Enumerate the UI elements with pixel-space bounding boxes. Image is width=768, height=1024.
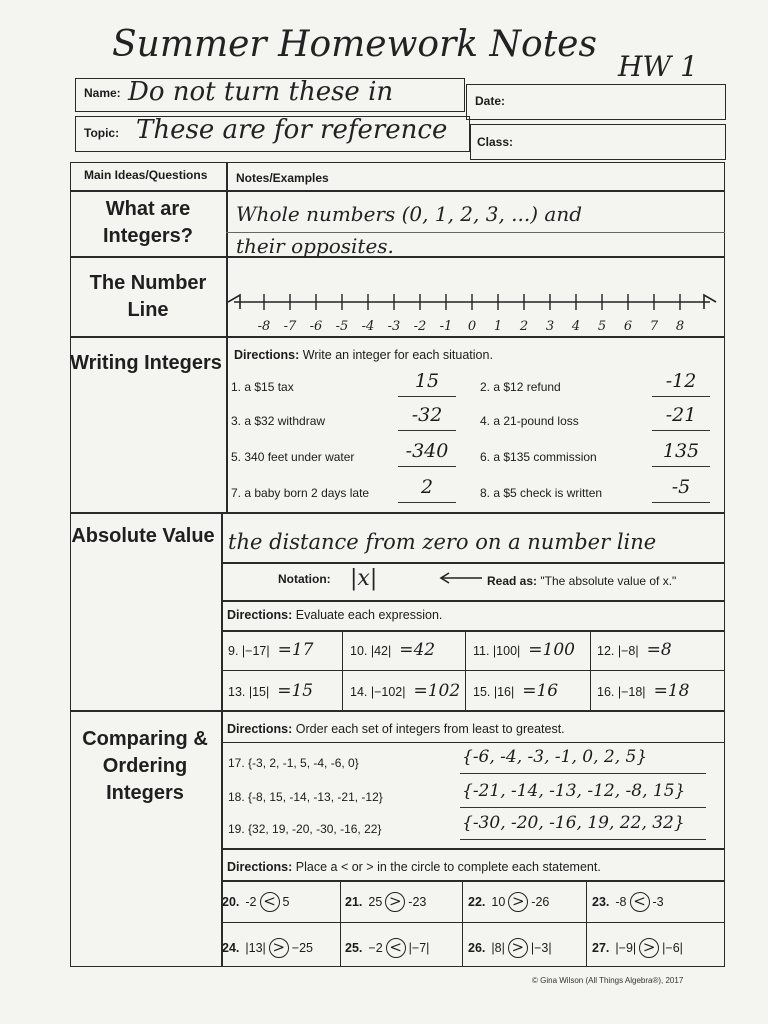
main-ideas-header: Main Ideas/Questions (84, 168, 208, 182)
compare-circle[interactable]: > (385, 892, 405, 912)
name-value: Do not turn these in (128, 77, 394, 107)
answer-line (652, 430, 710, 431)
absolute-cell[interactable] (473, 640, 575, 660)
topic-field[interactable] (75, 116, 470, 152)
topic-value: These are for reference (136, 115, 448, 145)
section-divider (70, 336, 725, 338)
writing-answer[interactable]: -32 (411, 404, 443, 426)
number-line-label: -2 (413, 319, 427, 334)
section-divider (221, 600, 725, 602)
absolute-answer: =18 (653, 681, 690, 701)
writing-question: 8. a $5 check is written (480, 486, 603, 500)
answer-line (398, 396, 456, 397)
absolute-question: 11. |100| (473, 644, 521, 658)
number-line-label: -7 (283, 319, 297, 334)
compare-left: |−9| (615, 941, 637, 955)
answer-line (460, 839, 706, 840)
hw-tag: HW 1 (618, 50, 698, 83)
compare-cell[interactable] (345, 938, 429, 958)
number-line-label: -5 (335, 319, 349, 334)
integers-line-2: their opposites. (236, 234, 394, 258)
compare-cell[interactable] (222, 892, 289, 912)
absolute-directions (227, 608, 442, 622)
number-line-heading: The Number Line (89, 272, 207, 321)
compare-left: -2 (245, 895, 257, 909)
comparing-directions (227, 722, 565, 736)
compare-left: -8 (615, 895, 627, 909)
compare-cell[interactable] (592, 938, 683, 958)
comparing-heading: Comparing & Ordering Integers (82, 728, 208, 804)
absolute-cell[interactable] (350, 640, 435, 660)
date-field[interactable] (466, 84, 726, 120)
absolute-answer: =17 (277, 640, 314, 660)
number-line-label: -3 (387, 319, 401, 334)
section-divider (221, 922, 725, 923)
absolute-question: 16. |−18| (597, 685, 646, 699)
absolute-answer: =8 (646, 640, 672, 660)
section-divider (70, 256, 725, 258)
absolute-cell[interactable] (228, 640, 314, 660)
absolute-answer: =15 (277, 681, 314, 701)
integers-line-1: Whole numbers (0, 1, 2, 3, ...) and (236, 202, 583, 226)
topic-label: Topic: (84, 126, 120, 140)
answer-line (460, 807, 706, 808)
section-divider (70, 512, 725, 514)
directions-text: Write an integer for each situation. (302, 348, 493, 362)
directions-text: Order each set of integers from least to greatest. (295, 722, 565, 736)
compare-cell[interactable] (468, 938, 552, 958)
answer-line (398, 466, 456, 467)
compare-number: 27. (592, 941, 610, 955)
number-line-label: 8 (675, 319, 685, 334)
copyright-footer: © Gina Wilson (All Things Algebra®), 2017 (532, 976, 684, 985)
writing-answer[interactable]: -21 (665, 404, 697, 426)
answer-line (652, 396, 710, 397)
compare-left: 25 (368, 895, 383, 909)
compare-right: |−3| (530, 941, 552, 955)
absolute-question: 14. |−102| (350, 685, 406, 699)
compare-circle[interactable]: < (386, 938, 406, 958)
cell-divider (340, 880, 341, 967)
number-line-label: -1 (439, 319, 453, 334)
cell-divider (586, 880, 587, 967)
answer-line (652, 466, 710, 467)
writing-line (226, 232, 725, 233)
compare-number: 22. (468, 895, 486, 909)
number-line (228, 290, 723, 334)
compare-cell[interactable] (592, 892, 664, 912)
number-line-label: 1 (493, 319, 503, 334)
compare-right: |−6| (662, 941, 683, 955)
number-line-label: 7 (649, 319, 659, 334)
date-label: Date: (475, 94, 506, 108)
directions-label: Directions: (227, 608, 293, 622)
directions-text: Place a < or > in the circle to complete each statement. (295, 860, 601, 874)
read-as (487, 574, 676, 588)
writing-question: 6. a $135 commission (480, 450, 597, 464)
absolute-cell[interactable] (473, 681, 558, 701)
writing-directions (234, 348, 493, 362)
compare-left: |13| (245, 941, 266, 955)
writing-answer[interactable]: -12 (665, 370, 697, 392)
compare-circle[interactable]: < (630, 892, 650, 912)
answer-line (460, 773, 706, 774)
compare-right: -23 (408, 895, 427, 909)
number-line-label: 2 (519, 319, 529, 334)
writing-heading: Writing Integers (70, 352, 222, 374)
absolute-heading: Absolute Value (71, 525, 215, 547)
compare-number: 24. (222, 941, 240, 955)
compare-cell[interactable] (345, 892, 426, 912)
absolute-question: 10. |42| (350, 644, 392, 658)
order-question: 19. {32, 19, -20, -30, -16, 22} (228, 822, 382, 836)
cell-divider (462, 880, 463, 967)
number-line-label: 3 (545, 319, 555, 334)
number-line-label: 5 (597, 319, 607, 334)
integers-heading: What are Integers? (102, 198, 194, 247)
number-line-label: -8 (257, 319, 271, 334)
order-question: 17. {-3, 2, -1, 5, -4, -6, 0} (228, 756, 359, 770)
compare-left: 10 (491, 895, 506, 909)
number-line-label: -4 (361, 319, 375, 334)
section-divider (221, 670, 725, 671)
absolute-answer: =16 (522, 681, 559, 701)
absolute-answer: =42 (399, 640, 436, 660)
directions-text: Evaluate each expression. (295, 608, 443, 622)
header-row-divider (70, 190, 725, 192)
compare-circle[interactable]: > (639, 938, 659, 958)
absolute-cell[interactable] (228, 681, 313, 701)
read-as-label: Read as: (487, 574, 538, 588)
compare-right: |−7| (408, 941, 430, 955)
compare-circle[interactable]: > (508, 892, 528, 912)
cell-divider (465, 630, 466, 710)
writing-answer[interactable]: -340 (405, 440, 449, 462)
compare-circle[interactable]: > (508, 938, 528, 958)
page-title: Summer Homework Notes (112, 24, 597, 65)
directions-label: Directions: (227, 860, 293, 874)
compare-cell[interactable] (468, 892, 549, 912)
order-question: 18. {-8, 15, -14, -13, -21, -12} (228, 790, 383, 804)
order-answer[interactable]: {-21, -14, -13, -12, -8, 15} (462, 781, 686, 801)
compare-circle[interactable]: < (260, 892, 280, 912)
compare-number: 23. (592, 895, 610, 909)
compare-right: −25 (291, 941, 314, 955)
number-line-label: -6 (309, 319, 323, 334)
writing-answer[interactable]: 135 (662, 440, 700, 462)
section-divider (70, 710, 725, 712)
name-label: Name: (84, 86, 121, 100)
absolute-question: 9. |−17| (228, 644, 270, 658)
section-divider (221, 880, 725, 882)
absolute-cell[interactable] (350, 681, 460, 701)
compare-left: |8| (491, 941, 505, 955)
absolute-answer: =102 (413, 681, 461, 701)
writing-question: 1. a $15 tax (231, 380, 294, 394)
writing-question: 2. a $12 refund (480, 380, 561, 394)
section-divider (221, 742, 725, 743)
order-answer[interactable]: {-6, -4, -3, -1, 0, 2, 5} (462, 747, 648, 767)
absolute-question: 12. |−8| (597, 644, 639, 658)
arrow-left-icon (438, 571, 484, 585)
notation-label: Notation: (278, 572, 331, 586)
class-label: Class: (477, 135, 514, 149)
compare-number: 20. (222, 895, 240, 909)
answer-line (398, 430, 456, 431)
compare-cell[interactable] (222, 938, 313, 958)
directions-label: Directions: (227, 722, 293, 736)
compare-number: 21. (345, 895, 363, 909)
writing-answer[interactable]: 2 (420, 476, 434, 498)
writing-answer[interactable]: -5 (671, 476, 691, 498)
compare-right: 5 (282, 895, 290, 909)
absolute-cell[interactable] (597, 681, 689, 701)
section-divider (221, 630, 725, 632)
section-divider (221, 848, 725, 850)
section-divider (221, 562, 725, 564)
absolute-question: 15. |16| (473, 685, 515, 699)
answer-line (652, 502, 710, 503)
order-answer[interactable]: {-30, -20, -16, 19, 22, 32} (462, 813, 685, 833)
compare-left: −2 (368, 941, 383, 955)
writing-question: 3. a $32 withdraw (231, 414, 326, 428)
compare-right: -3 (652, 895, 664, 909)
compare-directions (227, 860, 601, 874)
notation-value: |x| (350, 566, 378, 591)
writing-question: 5. 340 feet under water (231, 450, 355, 464)
number-line-label: 0 (467, 319, 477, 334)
directions-label: Directions: (234, 348, 300, 362)
compare-circle[interactable]: > (269, 938, 289, 958)
cell-divider (342, 630, 343, 710)
writing-answer[interactable]: 15 (414, 370, 440, 392)
cell-divider (590, 630, 591, 710)
writing-question: 4. a 21-pound loss (480, 414, 579, 428)
compare-number: 26. (468, 941, 486, 955)
writing-question: 7. a baby born 2 days late (231, 486, 370, 500)
read-as-value: "The absolute value of x." (540, 574, 677, 588)
absolute-answer: =100 (528, 640, 575, 660)
number-line-label: 4 (571, 319, 581, 334)
name-field[interactable] (75, 78, 465, 112)
answer-line (398, 502, 456, 503)
notes-header: Notes/Examples (236, 171, 329, 185)
class-field[interactable] (470, 124, 726, 160)
absolute-cell[interactable] (597, 640, 672, 660)
absolute-question: 13. |15| (228, 685, 270, 699)
number-line-label: 6 (623, 319, 633, 334)
compare-right: -26 (531, 895, 550, 909)
compare-number: 25. (345, 941, 363, 955)
absolute-definition: the distance from zero on a number line (228, 530, 657, 554)
